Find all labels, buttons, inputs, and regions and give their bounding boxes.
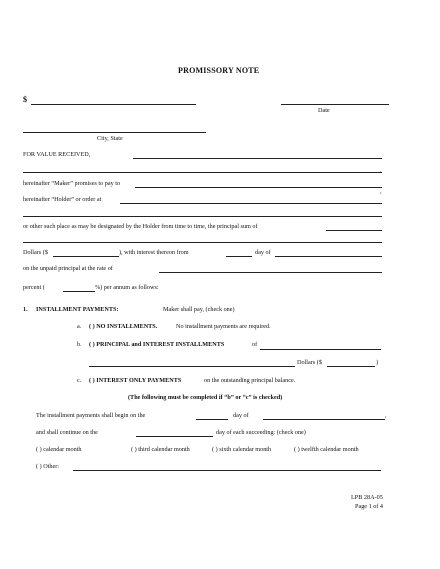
day-of-label: day of [255,249,271,256]
section-1-text: Maker shall pay, (check one) [163,306,235,313]
comma-mark-3: , [385,412,387,419]
dollar-sign: $ [23,95,27,104]
other-line[interactable] [73,470,381,471]
rate-line[interactable] [159,272,382,273]
option-b-checkbox[interactable]: ( ) PRINCIPAL and INTEREST INSTALLMENTS [89,341,225,348]
continue-text: day of each succeeding: (check one) [216,429,306,436]
following-note: (The following must be completed if “b” or “c” is checked) [128,394,283,401]
comma-mark-1: , [380,167,382,174]
option-b-letter: b. [77,341,82,348]
begin-day-line[interactable] [196,419,228,420]
option-third-calendar-month[interactable]: ( ) third calendar month [131,446,190,453]
option-b-dollars-line[interactable] [327,366,375,367]
option-b-amount-line[interactable] [260,349,381,350]
other-place-label: or other such place as may be designated by the Holder from time to time, the principal sum of [23,223,258,230]
option-c-letter: c. [77,377,82,384]
option-b-words-line[interactable] [89,366,295,367]
option-twelfth-calendar-month[interactable]: ( ) twelfth calendar month [294,446,359,453]
interest-from-label: ), with interest thereon from [119,249,189,256]
section-1-number: 1. [23,306,28,313]
unpaid-rate-label: on the unpaid principal at the rate of [23,265,113,272]
option-b-close: ) [376,359,379,366]
for-value-received-label: FOR VALUE RECEIVED, [23,151,91,158]
begin-day-of-label: day of [233,412,249,419]
option-a-text: No installment payments are required. [176,323,271,330]
principal-words-line[interactable] [23,242,382,243]
maker-promises-label: hereinafter “Maker” promises to pay to [23,180,121,187]
maker-address-line[interactable] [23,172,382,173]
city-state-line[interactable] [23,132,206,133]
comma-mark-2: , [380,188,382,195]
begin-label: The installment payments shall begin on the [36,412,146,419]
dollars-amount-line[interactable] [53,256,119,257]
interest-month-line[interactable] [275,256,382,257]
interest-day-line[interactable] [226,256,252,257]
option-a-letter: a. [77,323,82,330]
option-sixth-calendar-month[interactable]: ( ) sixth calendar month [212,446,272,453]
payment-location-line-2[interactable] [23,216,382,217]
form-code: LPB 28A-05 [351,494,383,501]
per-annum-label: %) per annum as follows: [95,284,159,291]
dollars-label: Dollars ($ [23,249,48,256]
city-state-label: City, State [97,135,123,142]
option-c-checkbox[interactable]: ( ) INTEREST ONLY PAYMENTS [89,377,182,384]
document-title: PROMISSORY NOTE [178,66,260,75]
option-other[interactable]: ( ) Other: [36,463,60,470]
section-1-title: INSTALLMENT PAYMENTS: [36,306,119,313]
page-number: Page 1 of 4 [355,503,384,510]
maker-name-line[interactable] [133,158,382,159]
percent-label: percent ( [23,284,45,291]
percent-line[interactable] [63,291,95,292]
option-c-text: on the outstanding principal balance. [204,377,296,384]
option-calendar-month[interactable]: ( ) calendar month [36,446,82,453]
payment-location-line[interactable] [120,203,382,204]
option-b-of-label: of [252,341,258,348]
amount-line[interactable] [31,104,196,105]
option-a-checkbox[interactable]: ( ) NO INSTALLMENTS. [89,323,158,330]
continue-label: and shall continue on the [36,429,98,436]
holder-name-line[interactable] [135,187,382,188]
holder-order-label: hereinafter “Holder” or order at [23,196,102,203]
begin-month-line[interactable] [263,419,385,420]
principal-sum-line[interactable] [326,230,382,231]
continue-day-line[interactable] [136,436,213,437]
option-b-dollars-label: Dollars ($ [297,359,322,366]
date-label: Date [318,107,330,114]
date-line[interactable] [281,104,389,105]
